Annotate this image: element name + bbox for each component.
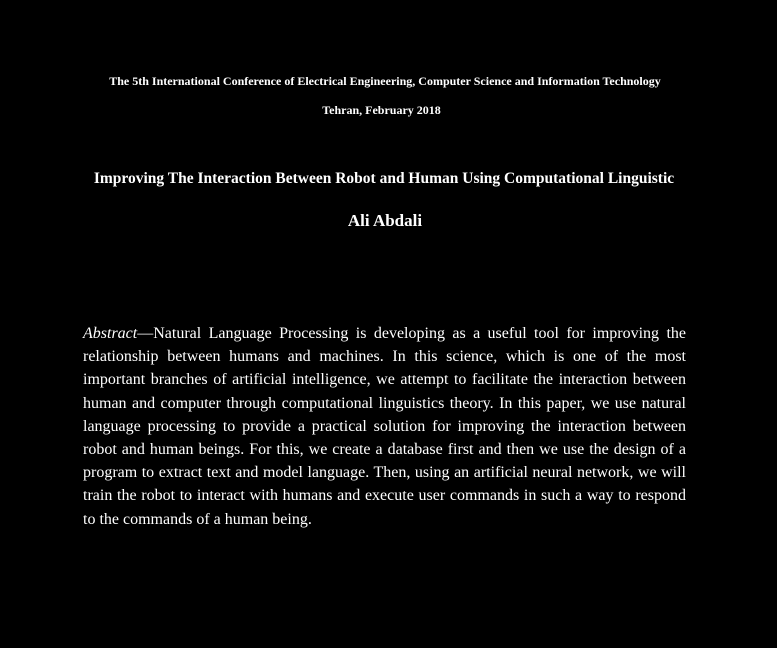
conference-name: The 5th International Conference of Electrical Engineering, Computer Science and Information Technology: [109, 74, 661, 88]
conference-location-date: Tehran, February 2018: [322, 103, 441, 117]
paper-author: Ali Abdali: [347, 211, 423, 230]
paper-title: Improving The Interaction Between Robot and Human Using Computational Linguistic: [93, 170, 675, 187]
abstract-label: Abstract: [83, 325, 138, 342]
abstract-paragraph: [83, 322, 686, 531]
abstract-dash: —: [137, 325, 154, 342]
abstract-text: Natural Language Processing is developing as a useful tool for improving the relationship between humans and machines. In this science, which is one of the most important branches of artificial intelligence, we attempt to facilitate the interaction between human and computer through computational linguistics theory. In this paper, we use natural language processing to provide a practical solution for improving the interaction between robot and human beings. For this, we create a database first and then we use the design of a program to extract text and model language. Then, using an artificial neural network, we will train the robot to interact with humans and execute user commands in such a way to respond to the commands of a human being.: [83, 325, 686, 528]
